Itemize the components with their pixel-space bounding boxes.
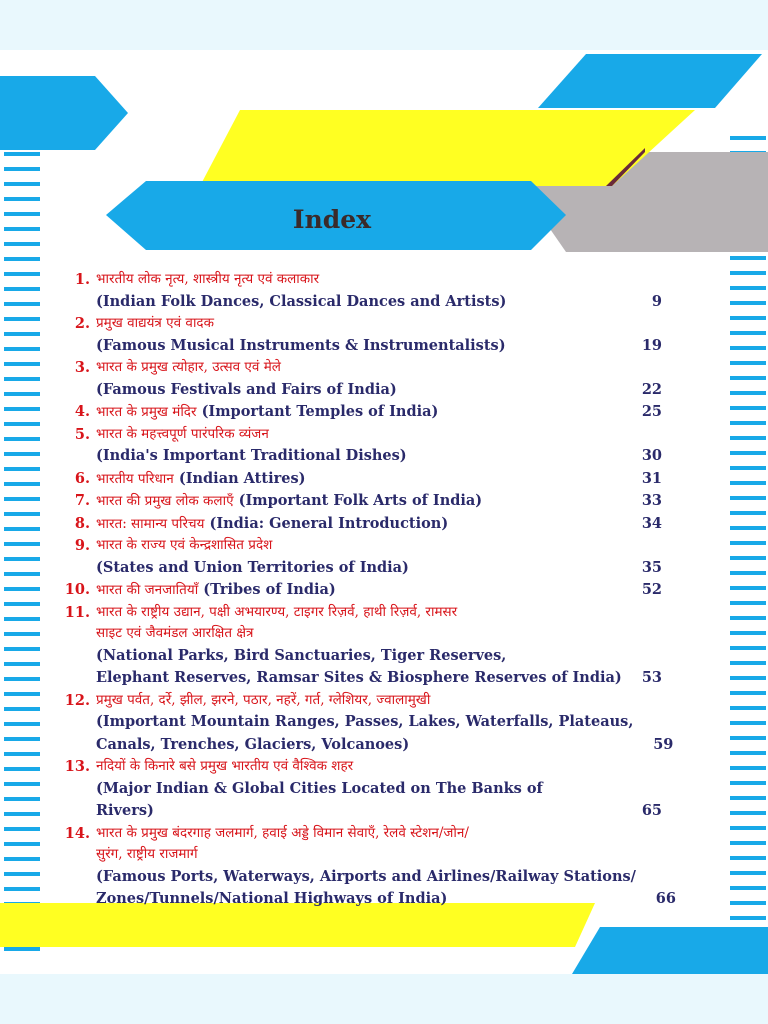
page-number <box>636 823 676 845</box>
english-title: (Indian Folk Dances, Classical Dances and Artists) <box>96 292 507 310</box>
entry-line <box>96 424 662 446</box>
entry-number: 10. <box>64 581 90 598</box>
page-number <box>622 645 662 668</box>
page-number: 53 <box>641 669 662 686</box>
hindi-title: भारत: सामान्य परिचय <box>96 515 205 532</box>
page-number: 19 <box>641 336 662 354</box>
page-number: 66 <box>655 890 676 907</box>
hindi-title: भारतीय परिधान <box>96 470 174 487</box>
entry-line <box>96 778 662 801</box>
hindi-title: भारत के प्रमुख बंदरगाह जलमार्ग, हवाई अड्डे विमान सेवाएँ, रेलवे स्टेशन/जोन/ <box>96 824 469 841</box>
index-entry[interactable] <box>52 756 662 823</box>
entry-number: 3. <box>74 359 90 376</box>
english-title: (National Parks, Bird Sanctuaries, Tiger Reserves, <box>96 646 507 664</box>
page-number <box>622 357 662 379</box>
page-number: 35 <box>641 558 662 576</box>
entry-line <box>96 379 662 402</box>
entry-number: 8. <box>74 514 90 532</box>
entry-number: 6. <box>74 469 90 487</box>
page-number <box>633 711 673 734</box>
entry-line <box>96 690 673 712</box>
index-entry[interactable] <box>52 823 676 911</box>
page <box>0 50 768 974</box>
english-title: (Important Temples of India) <box>196 403 439 420</box>
page-number: 31 <box>641 469 662 487</box>
hindi-title: नदियों के किनारे बसे प्रमुख भारतीय एवं वैश्विक शहर <box>96 758 354 774</box>
entry-number: 2. <box>74 315 90 332</box>
entry-line <box>96 645 662 668</box>
entry-line <box>96 866 676 889</box>
page-number: 25 <box>641 403 662 420</box>
entry-line <box>96 800 662 823</box>
entry-number: 13. <box>64 758 90 775</box>
english-title: Elephant Reserves, Ramsar Sites & Biosphere Reserves of India) <box>96 669 622 686</box>
entry-line <box>96 357 662 379</box>
entry-line <box>96 667 662 690</box>
english-title: (Major Indian & Global Cities Located on The Banks of <box>96 779 543 797</box>
hindi-title: भारत की जनजातियाँ <box>96 582 199 598</box>
entry-number: 4. <box>74 403 90 420</box>
page-number <box>622 313 662 335</box>
entry-line <box>96 468 662 491</box>
index-entry[interactable] <box>52 513 662 536</box>
page-number: 59 <box>653 735 674 753</box>
english-title: (India: General Introduction) <box>204 514 449 532</box>
entry-number: 1. <box>74 271 90 288</box>
entry-line <box>96 623 662 645</box>
english-title: (Famous Musical Instruments & Instrumentalists) <box>96 336 506 354</box>
page-number <box>622 623 662 645</box>
page-number: 65 <box>641 802 662 819</box>
hindi-title: भारत के राज्य एवं केन्द्रशासित प्रदेश <box>96 537 273 553</box>
english-title: (Tribes of India) <box>198 581 336 598</box>
hindi-title: भारत के प्रमुख मंदिर <box>96 404 197 420</box>
english-title: (Famous Festivals and Fairs of India) <box>96 380 397 398</box>
entry-line <box>96 844 676 866</box>
hindi-title: भारत के महत्त्वपूर्ण पारंपरिक व्यंजन <box>96 425 269 442</box>
index-entry[interactable] <box>52 357 662 401</box>
index-entry[interactable] <box>52 602 662 690</box>
index-entry[interactable] <box>52 468 662 491</box>
hindi-title: भारत के प्रमुख त्योहार, उत्सव एवं मेले <box>96 359 281 375</box>
entry-line <box>96 535 662 557</box>
top-left-arrow-shape <box>0 76 128 150</box>
hindi-title: साइट एवं जैवमंडल आरक्षित क्षेत्र <box>96 625 254 641</box>
entry-line <box>96 401 662 424</box>
entry-line <box>96 313 662 335</box>
entry-line <box>96 490 662 513</box>
index-entry[interactable] <box>52 424 662 468</box>
page-number <box>622 756 662 778</box>
english-title: Canals, Trenches, Glaciers, Volcanoes) <box>96 735 410 753</box>
page-number <box>622 424 662 446</box>
page-number <box>622 602 662 624</box>
index-entry[interactable] <box>52 313 662 357</box>
entry-number: 7. <box>74 492 90 509</box>
page-number <box>622 778 662 801</box>
entry-number: 5. <box>74 425 90 443</box>
entry-number: 11. <box>64 603 90 621</box>
hindi-title: भारत के राष्ट्रीय उद्यान, पक्षी अभयारण्य, टाइगर रिज़र्व, हाथी रिज़र्व, रामसर <box>96 603 458 620</box>
page-number: 22 <box>641 380 662 398</box>
hindi-title: प्रमुख पर्वत, दर्रे, झील, झरने, पठार, नहरें, गर्त, ग्लेशियर, ज्वालामुखी <box>96 691 431 708</box>
page-number: 52 <box>641 581 662 598</box>
page-number: 33 <box>641 492 662 509</box>
page-number <box>636 866 676 889</box>
index-entry[interactable] <box>52 269 662 313</box>
entry-line <box>96 335 662 358</box>
entry-line <box>96 734 673 757</box>
entry-line <box>96 269 662 291</box>
index-entry[interactable] <box>52 535 662 579</box>
page-number <box>622 535 662 557</box>
english-title: (Important Folk Arts of India) <box>233 492 483 509</box>
english-title: (Important Mountain Ranges, Passes, Lakes, Waterfalls, Plateaus, <box>96 713 634 730</box>
entry-line <box>96 557 662 580</box>
page-title: Index <box>292 205 372 234</box>
page-number: 34 <box>641 514 662 532</box>
entry-line <box>96 602 662 624</box>
entry-number: 12. <box>64 691 90 709</box>
index-entry[interactable] <box>52 490 662 513</box>
entry-line <box>96 823 676 845</box>
entry-number: 9. <box>74 537 90 554</box>
entry-line <box>96 888 676 911</box>
english-title: Zones/Tunnels/National Highways of India) <box>96 890 448 907</box>
hindi-title: भारत की प्रमुख लोक कलाएँ <box>96 493 234 509</box>
hindi-title: सुरंग, राष्ट्रीय राजमार्ग <box>96 846 198 862</box>
index-entry[interactable] <box>52 401 662 424</box>
page-number: 9 <box>651 292 662 310</box>
entry-line <box>96 711 673 734</box>
page-number: 30 <box>641 447 662 464</box>
bottom-blue-band <box>572 927 768 974</box>
entry-line <box>96 756 662 778</box>
english-title: (India's Important Traditional Dishes) <box>96 447 407 464</box>
index-list <box>52 269 676 911</box>
entry-line <box>96 445 662 468</box>
entry-line <box>96 579 662 602</box>
english-title: (States and Union Territories of India) <box>96 558 409 576</box>
page-number <box>633 690 673 712</box>
english-title: (Indian Attires) <box>173 469 306 487</box>
hindi-title: भारतीय लोक नृत्य, शास्त्रीय नृत्य एवं कलाकार <box>96 271 320 287</box>
page-number <box>636 844 676 866</box>
entry-number: 14. <box>64 824 90 842</box>
index-entry[interactable] <box>52 690 674 757</box>
english-title: Rivers) <box>96 802 154 819</box>
top-right-blue-band <box>538 54 762 108</box>
index-entry[interactable] <box>52 579 662 602</box>
hindi-title: प्रमुख वाद्ययंत्र एवं वादक <box>96 315 214 331</box>
entry-line <box>96 291 662 314</box>
english-title: (Famous Ports, Waterways, Airports and Airlines/Railway Stations/ <box>96 867 636 885</box>
page-number <box>622 269 662 291</box>
entry-line <box>96 513 662 536</box>
